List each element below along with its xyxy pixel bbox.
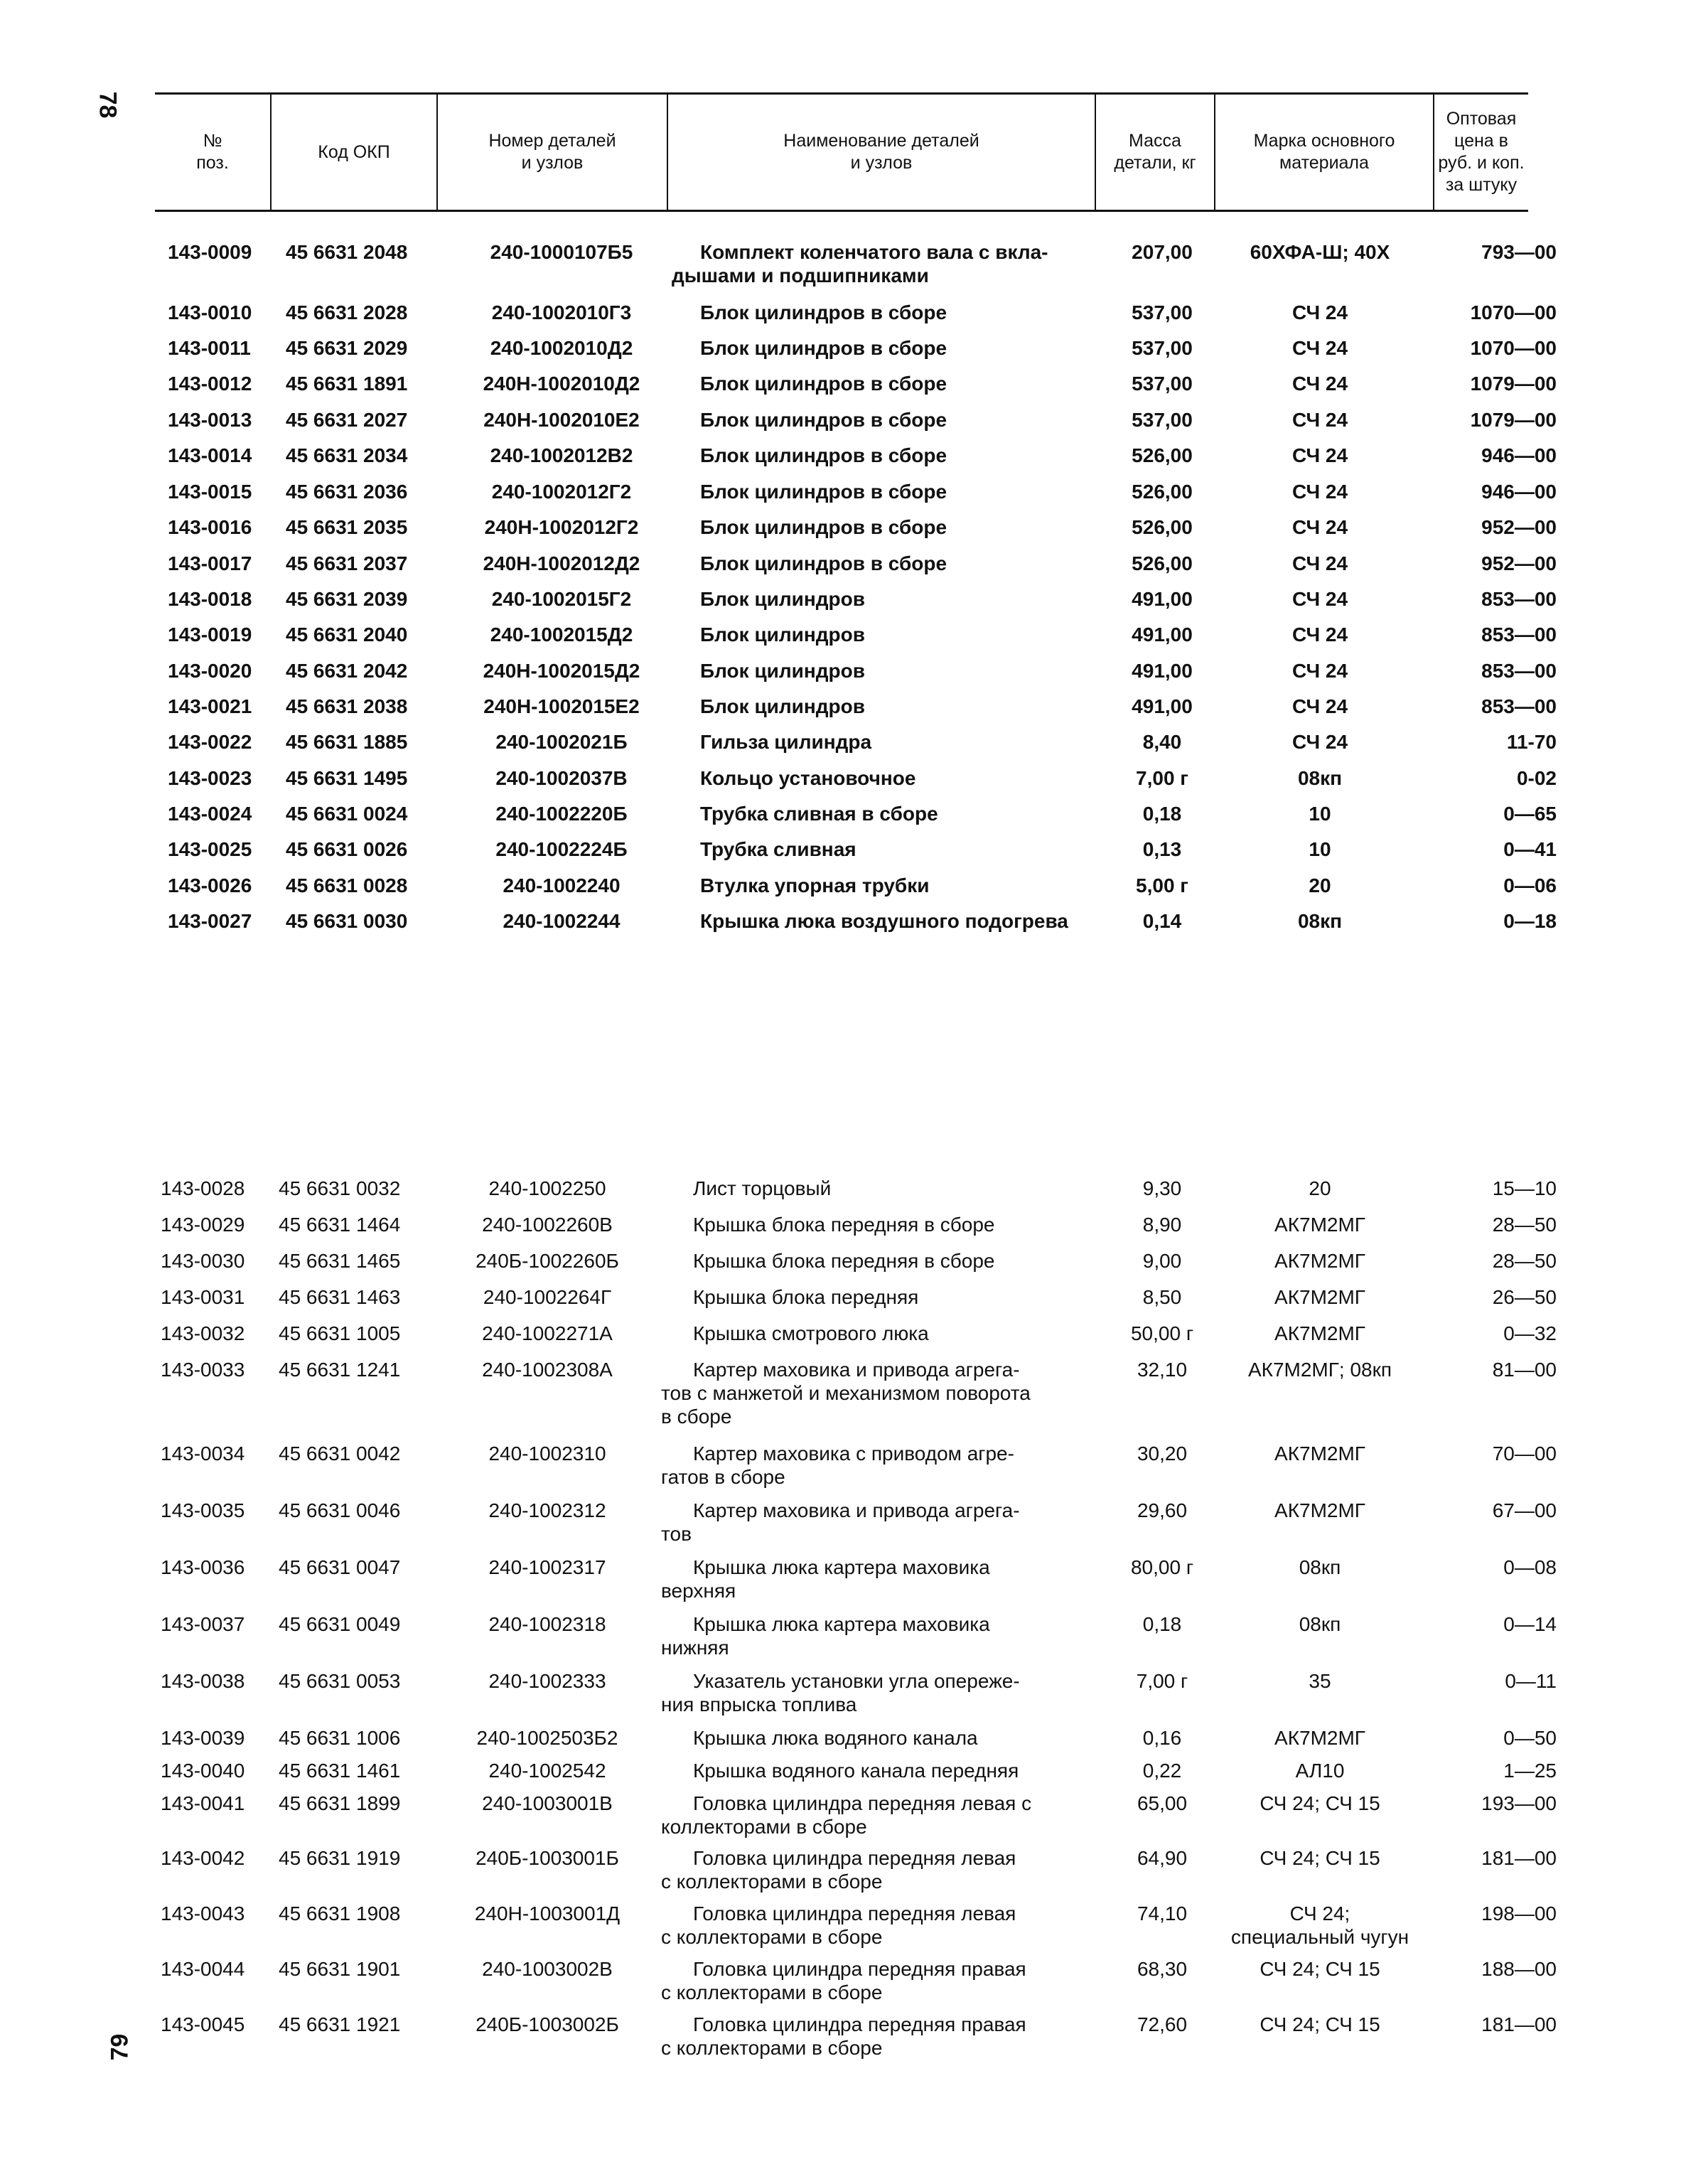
cell-name: Блок цилиндров [700, 660, 865, 682]
cell-name: Головка цилиндра передняя левая с коллекторами в сборе [661, 1847, 1016, 1893]
cell-name: Картер маховика и привода агрега- тов с манжетой и механизмом поворота в сборе [661, 1359, 1031, 1428]
cell-pos: 143-0011 [168, 337, 251, 359]
header-mass: Масса детали, кг [1114, 131, 1196, 173]
cell-num: 240-1002244 [503, 910, 621, 932]
cell-mass: 30,20 [1137, 1442, 1188, 1465]
cell-okp: 45 6631 2040 [286, 623, 408, 646]
cell-mass: 491,00 [1132, 695, 1193, 717]
cell-name: Крышка смотрового люка [693, 1322, 929, 1344]
cell-mat: 10 [1309, 838, 1331, 860]
cell-num: 240-1002310 [488, 1442, 606, 1465]
cell-num: 240-1002037В [495, 767, 628, 789]
cell-name: Блок цилиндров [700, 623, 865, 646]
cell-pos: 143-0016 [168, 516, 252, 538]
cell-mass: 29,60 [1137, 1499, 1188, 1521]
cell-okp: 45 6631 1465 [279, 1250, 401, 1272]
cell-name: Блок цилиндров в сборе [700, 373, 947, 395]
cell-okp: 45 6631 1901 [279, 1958, 401, 1980]
cell-num: 240-1002264Г [483, 1286, 612, 1308]
cell-num: 240-1002542 [488, 1760, 606, 1782]
cell-mat: 20 [1309, 874, 1331, 896]
cell-num: 240Б-1002260Б [476, 1250, 619, 1272]
cell-pos: 143-0025 [168, 838, 252, 860]
cell-okp: 45 6631 1921 [279, 2013, 401, 2035]
cell-name: Блок цилиндров [700, 588, 865, 610]
cell-okp: 45 6631 1495 [286, 767, 408, 789]
cell-pos: 143-0024 [168, 803, 252, 825]
cell-mass: 65,00 [1137, 1792, 1188, 1814]
cell-price: 1070—00 [1470, 337, 1557, 359]
cell-mass: 491,00 [1132, 623, 1193, 646]
cell-mass: 526,00 [1132, 481, 1193, 503]
cell-mat: СЧ 24; СЧ 15 [1260, 2013, 1380, 2035]
cell-pos: 143-0029 [161, 1214, 245, 1236]
header-num: Номер деталей и узлов [488, 131, 616, 173]
cell-price: 0—18 [1503, 910, 1557, 932]
cell-mat: СЧ 24 [1291, 588, 1348, 610]
cell-pos: 143-0017 [168, 552, 252, 574]
cell-name: Головка цилиндра передняя правая с коллекторами в сборе [661, 1958, 1026, 2003]
cell-mat: АК7М2МГ [1274, 1442, 1365, 1465]
cell-name: Крышка люка водяного канала [693, 1727, 978, 1749]
cell-num: 240-1002010Г3 [491, 301, 632, 323]
cell-mass: 491,00 [1132, 660, 1193, 682]
cell-mass: 5,00 г [1136, 874, 1188, 896]
cell-okp: 45 6631 0030 [286, 910, 408, 932]
cell-name: Блок цилиндров в сборе [700, 552, 947, 574]
cell-num: 240-1002010Д2 [490, 337, 633, 359]
cell-name: Блок цилиндров [700, 695, 865, 717]
cell-okp: 45 6631 2035 [286, 516, 408, 538]
cell-num: 240Б-1003001Б [476, 1847, 619, 1869]
cell-mat: СЧ 24 [1291, 301, 1348, 323]
cell-pos: 143-0043 [161, 1902, 245, 1925]
cell-okp: 45 6631 2027 [286, 409, 408, 431]
cell-mass: 7,00 г [1136, 767, 1188, 789]
cell-name: Головка цилиндра передняя левая с коллекторами в сборе [661, 1792, 1032, 1838]
cell-pos: 143-0019 [168, 623, 252, 646]
cell-okp: 45 6631 1899 [279, 1792, 401, 1814]
cell-pos: 143-0034 [161, 1442, 245, 1465]
cell-mat: СЧ 24 [1291, 444, 1348, 466]
cell-name: Головка цилиндра передняя правая с коллекторами в сборе [661, 2013, 1026, 2059]
cell-num: 240-1002015Д2 [490, 623, 633, 646]
cell-name: Блок цилиндров в сборе [700, 301, 947, 323]
cell-mass: 526,00 [1132, 516, 1193, 538]
cell-mat: АК7М2МГ [1274, 1250, 1365, 1272]
cell-pos: 143-0014 [168, 444, 252, 466]
cell-mat: 60ХФА-Ш; 40Х [1250, 241, 1390, 263]
cell-mat: СЧ 24 [1291, 337, 1348, 359]
cell-pos: 143-0018 [168, 588, 252, 610]
header-price: Оптовая цена в руб. и коп. за штуку [1438, 109, 1525, 195]
cell-mat: АК7М2МГ [1274, 1322, 1365, 1344]
cell-pos: 143-0027 [168, 910, 252, 932]
cell-okp: 45 6631 2029 [286, 337, 408, 359]
cell-name: Крышка блока передняя [693, 1286, 919, 1308]
cell-num: 240Н-1002015Е2 [483, 695, 640, 717]
cell-num: 240Н-1003001Д [474, 1902, 621, 1925]
cell-mass: 0,22 [1142, 1760, 1182, 1782]
cell-name: Головка цилиндра передняя левая с коллекторами в сборе [661, 1902, 1016, 1948]
cell-pos: 143-0038 [161, 1670, 245, 1692]
cell-pos: 143-0010 [168, 301, 252, 323]
cell-pos: 143-0013 [168, 409, 252, 431]
header-name: Наименование деталей и узлов [783, 131, 979, 173]
cell-mat: СЧ 24 [1291, 731, 1348, 753]
cell-name: Блок цилиндров в сборе [700, 444, 947, 466]
cell-mass: 64,90 [1137, 1847, 1188, 1869]
cell-price: 853—00 [1481, 623, 1557, 646]
cell-okp: 45 6631 0053 [279, 1670, 401, 1692]
cell-price: 0—14 [1503, 1613, 1557, 1635]
cell-num: 240-1002271А [482, 1322, 613, 1344]
page-number-top: 78 [94, 91, 122, 119]
cell-okp: 45 6631 1919 [279, 1847, 401, 1869]
cell-mass: 72,60 [1137, 2013, 1188, 2035]
cell-okp: 45 6631 0049 [279, 1613, 401, 1635]
cell-name: Крышка блока передняя в сборе [693, 1250, 995, 1272]
header-pos: № поз. [196, 131, 229, 173]
cell-okp: 45 6631 0047 [279, 1556, 401, 1578]
cell-num: 240-1002312 [488, 1499, 606, 1521]
cell-num: 240-1002240 [503, 874, 621, 896]
cell-price: 70—00 [1492, 1442, 1557, 1465]
cell-price: 0—06 [1503, 874, 1557, 896]
cell-mat: 10 [1309, 803, 1331, 825]
cell-price: 0—32 [1503, 1322, 1557, 1344]
cell-mat: 08кп [1299, 1556, 1341, 1578]
cell-okp: 45 6631 2034 [286, 444, 408, 466]
cell-mass: 537,00 [1132, 373, 1193, 395]
cell-okp: 45 6631 0042 [279, 1442, 401, 1465]
cell-num: 240-1003002В [482, 1958, 613, 1980]
cell-price: 853—00 [1481, 660, 1557, 682]
cell-mass: 8,40 [1142, 731, 1182, 753]
cell-price: 1—25 [1503, 1760, 1557, 1782]
cell-mass: 0,14 [1142, 910, 1182, 932]
cell-pos: 143-0035 [161, 1499, 245, 1521]
cell-pos: 143-0040 [161, 1760, 245, 1782]
cell-okp: 45 6631 1461 [279, 1760, 401, 1782]
cell-mat: СЧ 24 [1291, 516, 1348, 538]
cell-name: Трубка сливная [700, 838, 856, 860]
cell-mass: 74,10 [1137, 1902, 1188, 1925]
cell-okp: 45 6631 2036 [286, 481, 408, 503]
cell-mat: АК7М2МГ; 08кп [1247, 1359, 1392, 1381]
cell-mat: 35 [1309, 1670, 1331, 1692]
cell-num: 240Н-1002010Е2 [483, 409, 640, 431]
cell-name: Блок цилиндров в сборе [700, 516, 947, 538]
cell-num: 240Б-1003002Б [476, 2013, 619, 2035]
cell-okp: 45 6631 1908 [279, 1902, 401, 1925]
cell-mat: СЧ 24 [1291, 409, 1348, 431]
cell-num: 240-1002224Б [495, 838, 628, 860]
cell-okp: 45 6631 0032 [279, 1177, 401, 1199]
cell-okp: 45 6631 0046 [279, 1499, 401, 1521]
cell-mass: 8,50 [1142, 1286, 1182, 1308]
cell-mass: 68,30 [1137, 1958, 1188, 1980]
cell-mass: 0,13 [1142, 838, 1182, 860]
cell-num: 240Н-1002010Д2 [483, 373, 640, 395]
cell-pos: 143-0031 [161, 1286, 245, 1308]
cell-price: 0-02 [1516, 767, 1557, 789]
cell-mass: 80,00 г [1130, 1556, 1194, 1578]
cell-price: 952—00 [1481, 552, 1557, 574]
cell-pos: 143-0026 [168, 874, 252, 896]
cell-okp: 45 6631 0026 [286, 838, 408, 860]
cell-mass: 537,00 [1132, 337, 1193, 359]
cell-pos: 143-0022 [168, 731, 252, 753]
cell-price: 1079—00 [1470, 373, 1557, 395]
cell-name: Гильза цилиндра [700, 731, 872, 753]
cell-mass: 9,00 [1142, 1250, 1182, 1272]
cell-price: 952—00 [1481, 516, 1557, 538]
cell-mass: 8,90 [1142, 1214, 1182, 1236]
cell-name: Блок цилиндров в сборе [700, 409, 947, 431]
cell-okp: 45 6631 1464 [279, 1214, 401, 1236]
cell-mass: 207,00 [1132, 241, 1193, 263]
cell-mass: 491,00 [1132, 588, 1193, 610]
cell-pos: 143-0015 [168, 481, 252, 503]
cell-num: 240-1000107Б5 [490, 241, 633, 263]
cell-price: 946—00 [1481, 481, 1557, 503]
cell-num: 240-1002503Б2 [476, 1727, 618, 1749]
cell-num: 240-1002308А [482, 1359, 613, 1381]
cell-price: 181—00 [1481, 1847, 1557, 1869]
cell-pos: 143-0012 [168, 373, 252, 395]
cell-num: 240-1002260В [482, 1214, 613, 1236]
cell-pos: 143-0032 [161, 1322, 245, 1344]
cell-okp: 45 6631 2028 [286, 301, 408, 323]
cell-price: 853—00 [1481, 588, 1557, 610]
cell-pos: 143-0028 [161, 1177, 245, 1199]
cell-num: 240-1002220Б [495, 803, 628, 825]
cell-pos: 143-0045 [161, 2013, 245, 2035]
cell-mat: СЧ 24; специальный чугун [1230, 1902, 1409, 1948]
cell-pos: 143-0020 [168, 660, 252, 682]
cell-price: 11-70 [1506, 731, 1557, 753]
cell-mass: 50,00 г [1130, 1322, 1194, 1344]
cell-pos: 143-0023 [168, 767, 252, 789]
cell-mat: СЧ 24 [1291, 695, 1348, 717]
header-mat: Марка основного материала [1253, 131, 1395, 173]
cell-mass: 526,00 [1132, 444, 1193, 466]
cell-name: Картер маховика с приводом агре- гатов в сборе [661, 1442, 1014, 1488]
cell-num: 240-1002012Г2 [491, 481, 632, 503]
cell-price: 1079—00 [1470, 409, 1557, 431]
cell-okp: 45 6631 0024 [286, 803, 408, 825]
cell-name: Крышка водяного канала передняя [693, 1760, 1019, 1782]
cell-price: 793—00 [1481, 241, 1557, 263]
cell-okp: 45 6631 1006 [279, 1727, 401, 1749]
cell-price: 853—00 [1481, 695, 1557, 717]
cell-mat: АК7М2МГ [1274, 1499, 1365, 1521]
cell-okp: 45 6631 1005 [279, 1322, 401, 1344]
cell-mass: 32,10 [1137, 1359, 1188, 1381]
cell-mat: АК7М2МГ [1274, 1214, 1365, 1236]
cell-price: 28—50 [1492, 1250, 1557, 1272]
cell-price: 188—00 [1481, 1958, 1557, 1980]
cell-okp: 45 6631 2037 [286, 552, 408, 574]
cell-price: 26—50 [1492, 1286, 1557, 1308]
cell-pos: 143-0041 [161, 1792, 245, 1814]
cell-mat: СЧ 24 [1291, 660, 1348, 682]
cell-name: Крышка люка картера маховика верхняя [661, 1556, 990, 1602]
cell-mat: СЧ 24; СЧ 15 [1260, 1958, 1380, 1980]
cell-num: 240Н-1002012Г2 [484, 516, 639, 538]
cell-name: Кольцо установочное [700, 767, 916, 789]
cell-mat: СЧ 24 [1291, 623, 1348, 646]
cell-mat: СЧ 24; СЧ 15 [1260, 1792, 1380, 1814]
cell-num: 240-1002317 [488, 1556, 606, 1578]
cell-pos: 143-0039 [161, 1727, 245, 1749]
cell-mass: 0,16 [1142, 1727, 1182, 1749]
cell-mass: 7,00 г [1136, 1670, 1188, 1692]
cell-pos: 143-0044 [161, 1958, 245, 1980]
cell-pos: 143-0033 [161, 1359, 245, 1381]
cell-mat: АК7М2МГ [1274, 1727, 1365, 1749]
cell-name: Указатель установки угла опереже- ния впрыска топлива [661, 1670, 1020, 1715]
cell-price: 181—00 [1481, 2013, 1557, 2035]
page-number-bottom: 79 [106, 2033, 134, 2061]
cell-mass: 537,00 [1132, 301, 1193, 323]
cell-num: 240Н-1002015Д2 [483, 660, 640, 682]
cell-mat: 08кп [1297, 767, 1343, 789]
cell-num: 240-1002250 [488, 1177, 606, 1199]
cell-price: 1070—00 [1470, 301, 1557, 323]
cell-price: 0—65 [1503, 803, 1557, 825]
cell-price: 0—50 [1503, 1727, 1557, 1749]
cell-name: Лист торцовый [693, 1177, 832, 1199]
cell-pos: 143-0036 [161, 1556, 245, 1578]
cell-okp: 45 6631 1891 [286, 373, 408, 395]
cell-okp: 45 6631 2039 [286, 588, 408, 610]
cell-name: Комплект коленчатого вала с вкла- дышами и подшипниками [672, 241, 1048, 287]
cell-name: Крышка люка картера маховика нижняя [661, 1613, 990, 1659]
cell-mat: СЧ 24 [1291, 373, 1348, 395]
cell-mass: 9,30 [1142, 1177, 1182, 1199]
cell-okp: 45 6631 0028 [286, 874, 408, 896]
cell-num: 240-1002012В2 [490, 444, 633, 466]
cell-okp: 45 6631 2038 [286, 695, 408, 717]
cell-mat: 20 [1309, 1177, 1331, 1199]
cell-okp: 45 6631 1463 [279, 1286, 401, 1308]
cell-mass: 537,00 [1132, 409, 1193, 431]
cell-mass: 0,18 [1142, 803, 1182, 825]
cell-pos: 143-0009 [168, 241, 252, 263]
cell-mass: 0,18 [1142, 1613, 1182, 1635]
cell-okp: 45 6631 1241 [279, 1359, 401, 1381]
cell-pos: 143-0030 [161, 1250, 245, 1272]
cell-name: Трубка сливная в сборе [700, 803, 938, 825]
cell-okp: 45 6631 2042 [286, 660, 408, 682]
cell-price: 198—00 [1481, 1902, 1557, 1925]
cell-price: 28—50 [1492, 1214, 1557, 1236]
cell-pos: 143-0021 [168, 695, 252, 717]
cell-price: 946—00 [1481, 444, 1557, 466]
cell-price: 0—41 [1503, 838, 1557, 860]
cell-mat: АК7М2МГ [1274, 1286, 1365, 1308]
cell-okp: 45 6631 2048 [286, 241, 408, 263]
cell-price: 0—11 [1505, 1670, 1557, 1692]
cell-mat: СЧ 24 [1291, 481, 1348, 503]
cell-name: Втулка упорная трубки [700, 874, 930, 896]
cell-num: 240Н-1002012Д2 [483, 552, 640, 574]
cell-name: Блок цилиндров в сборе [700, 337, 947, 359]
cell-name: Крышка люка воздушного подогрева [700, 910, 1068, 932]
cell-num: 240-1002333 [488, 1670, 606, 1692]
cell-mat: 08кп [1297, 910, 1343, 932]
cell-num: 240-1002021Б [495, 731, 628, 753]
cell-name: Картер маховика и привода агрега- тов [661, 1499, 1020, 1545]
cell-name: Крышка блока передняя в сборе [693, 1214, 995, 1236]
cell-num: 240-1002318 [488, 1613, 606, 1635]
cell-mass: 526,00 [1132, 552, 1193, 574]
cell-okp: 45 6631 1885 [286, 731, 408, 753]
cell-num: 240-1003001В [482, 1792, 613, 1814]
cell-price: 81—00 [1492, 1359, 1557, 1381]
cell-pos: 143-0042 [161, 1847, 245, 1869]
cell-pos: 143-0037 [161, 1613, 245, 1635]
cell-price: 0—08 [1503, 1556, 1557, 1578]
header-okp: Код ОКП [318, 141, 390, 162]
cell-mat: 08кп [1299, 1613, 1341, 1635]
cell-price: 67—00 [1492, 1499, 1557, 1521]
cell-mat: СЧ 24 [1291, 552, 1348, 574]
cell-name: Блок цилиндров в сборе [700, 481, 947, 503]
cell-num: 240-1002015Г2 [491, 588, 632, 610]
cell-mat: АЛ10 [1295, 1760, 1345, 1782]
cell-price: 193—00 [1481, 1792, 1557, 1814]
cell-mat: СЧ 24; СЧ 15 [1260, 1847, 1380, 1869]
cell-price: 15—10 [1492, 1177, 1557, 1199]
